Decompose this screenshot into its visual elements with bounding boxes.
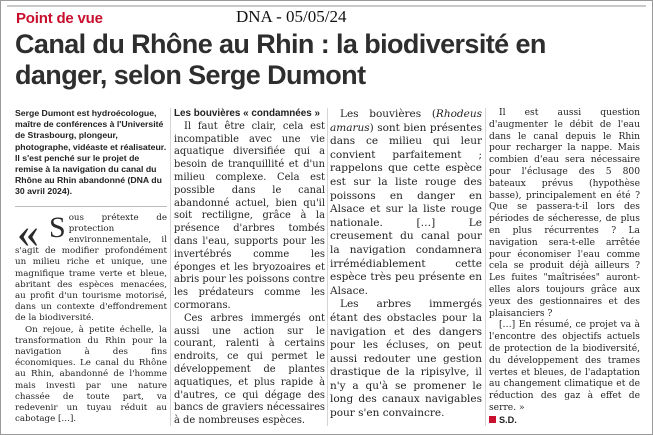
column-4 [489, 108, 640, 427]
headline: Canal du Rhône au Rhin : la biodiversité en danger, selon Serge Dumont [15, 29, 546, 90]
paragraph-5-start: Les bouvières ( [340, 108, 436, 120]
paragraph-1-text: ous prétexte de protection environnementale, il s'agit de modifier profondément un milieu riche et unique, une magnifique trame verte et bleue, abritant des espèces menacées, au profit d'un tourisme motorisé, dans un contexte d'effondrement de la biodiversité. [15, 212, 167, 324]
signature-square-icon [489, 416, 496, 423]
paragraph-8: […] En résumé, ce projet va à l'encontre des objectifs actuels de protection de la biodiversité, du développement des trames vertes et bleues, de l'adaptation au changement climatique et de réduction des gaz à effet de serre. » [489, 320, 640, 413]
paragraph-7: Il est aussi question d'augmenter le débit de l'eau dans le canal depuis le Rhin pour recharger la nappe. Mais combien d'eau sera nécessaire pour l'éclusage des 5 800 bateaux prévus (hypothèse basse), principalement en été ? Que se passera-t-il lors des périodes de sécheresse, de plus en plus récurrentes ? La navigation sera-t-elle arrêtée pour économiser l'eau comme cela se produit déjà ailleurs ? Les fuites "maîtrisées" auront-elles alors toujours grâce aux yeux des gestionnaires et des plaisanciers ? [489, 108, 640, 319]
column-1 [15, 108, 167, 425]
column-3 [330, 108, 482, 421]
paragraph-6: Les arbres immergés étant des obstacles pour la navigation et des dangers pour les écluses, on peut aussi redouter une gestion drastique de la ripisylve, il n'y a qu'à se promener le long des canaux navigables pour s'en convaincre. [330, 298, 482, 420]
standfirst-divider [15, 206, 167, 207]
author-signature [489, 415, 640, 427]
column-divider [170, 108, 171, 426]
paragraph-3: Il faut être clair, cela est incompatible avec une vie aquatique diversifiée qui a besoin de tranquillité et d'un milieu complexe. Cela est possible dans le canal abandonné actuel, bien qu'il soit rectiligne, grâce à la présence d'arbres tombés dans l'eau, supports pour les invertébrés comme les éponges et les bryozoaires et abris pour les poissons contre les prédateurs comme les cormorans. [174, 120, 325, 311]
signature-initials: S.D. [499, 414, 517, 425]
section-label: Point de vue [16, 10, 103, 27]
opening-quote-block [15, 207, 167, 325]
standfirst: Serge Dumont est hydroécologue, maître de conférences à l'Université de Strasbourg, plongeur, photographe, vidéaste et réalisateur. Il s'est penché sur le projet de remise à la navigation du canal du Rhône au Rhin abandonné (DNA du 30 avril 2024). [15, 108, 167, 197]
intertitle: Les bouvières « condamnées » [174, 108, 320, 119]
source-date: DNA - 05/05/24 [236, 7, 347, 26]
paragraph-4: Ces arbres immergés ont aussi une action sur le courant, ralenti à certains endroits, ce qui permet le développement de plantes aquatiques, et plus rapide à d'autres, ce qui dégage des bancs de graviers nécessaires à de nombreuses espèces. [174, 312, 325, 427]
column-2-body [174, 108, 325, 428]
drop-cap: S [49, 210, 66, 244]
species-name: Rhodeus amarus [330, 108, 482, 134]
paragraph-5-end: ) sont bien présentes dans ce milieu qui leur convient parfaitement ; rappelons que cette espèce est sur la liste rouge des poissons en danger en Alsace et sur la liste rouge nationale. […] Le creusement du canal pour la navigation condamnera irrémédiablement cette espèce très peu présente en Alsace. [330, 121, 482, 297]
paragraph-5 [330, 108, 482, 298]
paragraph-2: On rejoue, à petite échelle, la transformation du Rhin pour la navigation à des fins économiques. Le canal du Rhône au Rhin, abandonné de l'homme mais investi par une nature chassée de toute part, va redevenir un tuyau réduit au cabotage […]. [15, 324, 167, 425]
opening-quote-mark: « [17, 207, 39, 257]
column-divider [485, 108, 486, 426]
column-divider [327, 108, 328, 426]
